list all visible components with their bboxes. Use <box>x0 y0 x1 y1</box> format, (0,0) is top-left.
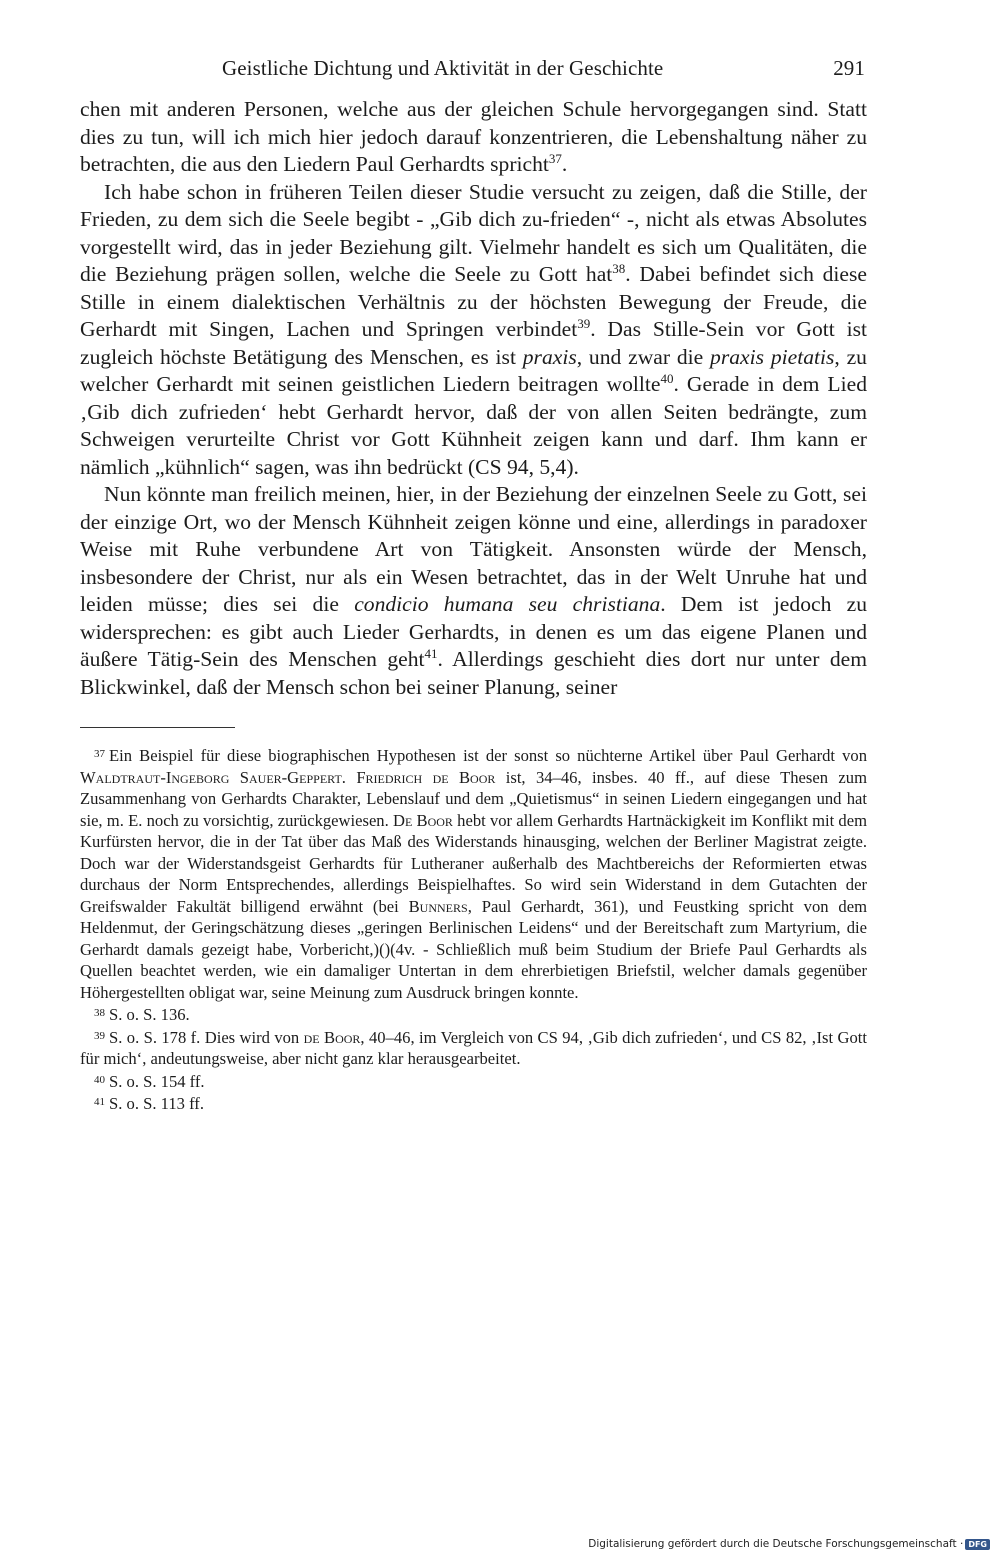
paragraph-2-text-e: , zu welcher Gerhardt mit seinen geistlichen Liedern beitragen wollte <box>80 344 867 396</box>
paragraph-3-text-b: . Dem ist jedoch zu widersprechen: es gibt auch Lieder Gerhardts, in denen es um das eigene Planen und äußere Tätig-Sein des Menschen geht <box>80 592 868 671</box>
page-number: 291 <box>833 56 865 80</box>
footnote-text: S. o. S. 154 ff. <box>109 1071 205 1091</box>
book-page <box>80 56 867 1115</box>
footnote-text: S. o. S. 178 f. Dies wird von <box>109 1027 304 1047</box>
footnote-ref-41[interactable]: 41 <box>424 645 438 661</box>
italic-praxis-pietatis: praxis pietatis <box>710 344 835 369</box>
footnote-number: 40 <box>94 1073 105 1086</box>
paragraph-1-end: . <box>561 152 568 176</box>
credit-text: Digitalisierung gefördert durch die Deutsche Forschungsgemeinschaft · <box>588 1538 964 1550</box>
footnote-text: , 40–46, im Vergleich von CS 94, ‚Gib dich zufrieden‘, und CS 82, ‚Ist Gott für mich‘, andeutungsweise, aber nicht ganz klar herausgearbeitet. <box>80 1027 867 1068</box>
footnote-text: , Paul Gerhardt, 361), und Feustking spricht von dem Heldenmut, der Geringschätzung dieses „geringen Berlinischen Leidens“ und der Bereitschaft zum Martyrium, die Gerhardt damals gezeigt habe, Vorbericht,)()(4v. - Schließlich muß beim Studium der Briefe Paul Gerhardts als Quellen beachtet werden, wie ein damaliger Untertan in dem ehrerbietigen Briefstil, welcher damals gegenüber Höhergestellten obligat war, seine Meinung zum Ausdruck bringen konnte. <box>80 896 867 1002</box>
main-text <box>80 96 867 701</box>
footnote-ref-38[interactable]: 38 <box>612 260 626 276</box>
footnote-number: 38 <box>94 1007 105 1019</box>
footnote-39 <box>80 1026 867 1070</box>
dfg-logo-icon: DFG <box>965 1539 990 1550</box>
paragraph-3-text-c: . Allerdings geschieht dies dort nur unter dem Blickwinkel, daß der Mensch schon bei seiner Planung, seiner <box>80 647 867 699</box>
italic-condicio: condicio humana seu christiana <box>354 592 661 616</box>
author-name: Waldtraut-Ingeborg Sauer-Geppert <box>80 767 342 787</box>
footnote-number: 41 <box>94 1096 105 1108</box>
paragraph-2-text-b: . Dabei befindet sich diese Stille in einem dialektischen Verhältnis zu der höchsten Bewegung der Freude, die Gerhardt mit Singen, Lachen und Springen verbindet <box>80 262 867 341</box>
footnote-text: . <box>341 767 357 787</box>
footnote-40 <box>80 1070 867 1093</box>
paragraph-3-text-a: Nun könnte man freilich meinen, hier, in der Beziehung der einzelnen Seele zu Gott, sei der einzige Ort, wo der Mensch Kühnheit zeigen könne und eine, allerdings in paradoxer Weise mit Ruhe verbundene Art von Tätigkeit. Ansonsten würde der Mensch, insbesondere der Christ, nur als ein Wesen betrachtet, das in der Welt Unruhe hat und leiden müsse; dies sei die <box>80 482 867 616</box>
footnote-text: S. o. S. 136. <box>109 1005 190 1024</box>
running-head-title: Geistliche Dichtung und Aktivität in der Geschichte <box>222 56 664 80</box>
footnote-37 <box>80 744 867 1003</box>
footnote-divider <box>80 727 235 728</box>
italic-praxis: praxis <box>522 344 577 369</box>
paragraph-2-text-d: , und zwar die <box>576 344 711 369</box>
footnote-text: hebt vor allem Gerhardts Hartnäckigkeit im Konflikt mit dem Kurfürsten hervor, die in der Tat über das Maß des Widerstands hinausging, welchen der Berliner Magistrat zeigte. Doch war der Widerstandsgeist Gerhardts für Lutheraner außerhalb des Machtbereichs der Reformierten etwas durchaus der Norm Entsprechendes, allerdings Beispielhaftes. So wird sein Widerstand in dem Gutachten der Greifswalder Fakultät billigend erwähnt (bei <box>80 810 867 916</box>
running-head <box>80 56 867 90</box>
paragraph-3 <box>80 481 867 701</box>
footnote-number: 37 <box>94 748 105 760</box>
paragraph-2-text-f: . Gerade in dem Lied ‚Gib dich zufrieden‘ hebt Gerhardt hervor, daß der von allen Seiten bedrängte, zum Schweigen verurteilte Christ vor Gott Kühnheit zeigen kann und darf. Ihm kann er nämlich „kühnlich“ sagen, was ihn bedrückt (CS 94, 5,4). <box>80 372 867 479</box>
paragraph-1 <box>80 96 867 179</box>
author-name: De Boor <box>392 810 453 830</box>
paragraph-2 <box>80 179 867 482</box>
footnote-ref-39[interactable]: 39 <box>577 315 591 331</box>
footnote-ref-37[interactable]: 37 <box>548 150 562 166</box>
paragraph-2-text-a: Ich habe schon in früheren Teilen dieser Studie versucht zu zeigen, daß die Stille, der Frieden, zu dem sich die Seele begibt - „Gib dich zu-frieden“ -, nicht als etwas Absolutes vorgestellt wird, das in jeder Beziehung gilt. Vielmehr handelt es sich um Qualitäten, die die Beziehung prägen sollen, welche die Seele zu Gott hat <box>80 179 867 286</box>
footnote-number: 39 <box>94 1029 105 1042</box>
footnote-38 <box>80 1003 867 1026</box>
footnotes <box>80 744 867 1115</box>
footnote-text: Ein Beispiel für diese biographischen Hypothesen ist der sonst so nüchterne Artikel über Paul Gerhardt von <box>109 746 867 765</box>
digitization-credit <box>588 1538 990 1550</box>
author-name: Bunners <box>408 896 468 916</box>
footnote-ref-40[interactable]: 40 <box>660 370 674 386</box>
author-name: Friedrich de Boor <box>356 767 496 787</box>
author-name: de Boor <box>303 1027 361 1047</box>
footnote-text: ist, 34–46, insbes. 40 ff., auf diese Thesen zum Zusammenhang von Gerhardts Charakter, Lebenslauf und dem „Quietismus“ in seinen Liedern eingegangen und hat sie, m. E. noch zu vorsichtig, zurückgewiesen. <box>80 767 867 830</box>
paragraph-1-text: chen mit anderen Personen, welche aus der gleichen Schule hervorgegangen sind. Statt dies zu tun, will ich mich hier jedoch darauf konzentrieren, die Lebenshaltung näher zu betrachten, die aus den Liedern Paul Gerhardts spricht <box>80 97 867 176</box>
footnote-text: S. o. S. 113 ff. <box>109 1094 204 1113</box>
paragraph-2-text-c: . Das Stille-Sein vor Gott ist zugleich höchste Betätigung des Menschen, es ist <box>80 317 867 369</box>
footnote-41 <box>80 1092 867 1115</box>
